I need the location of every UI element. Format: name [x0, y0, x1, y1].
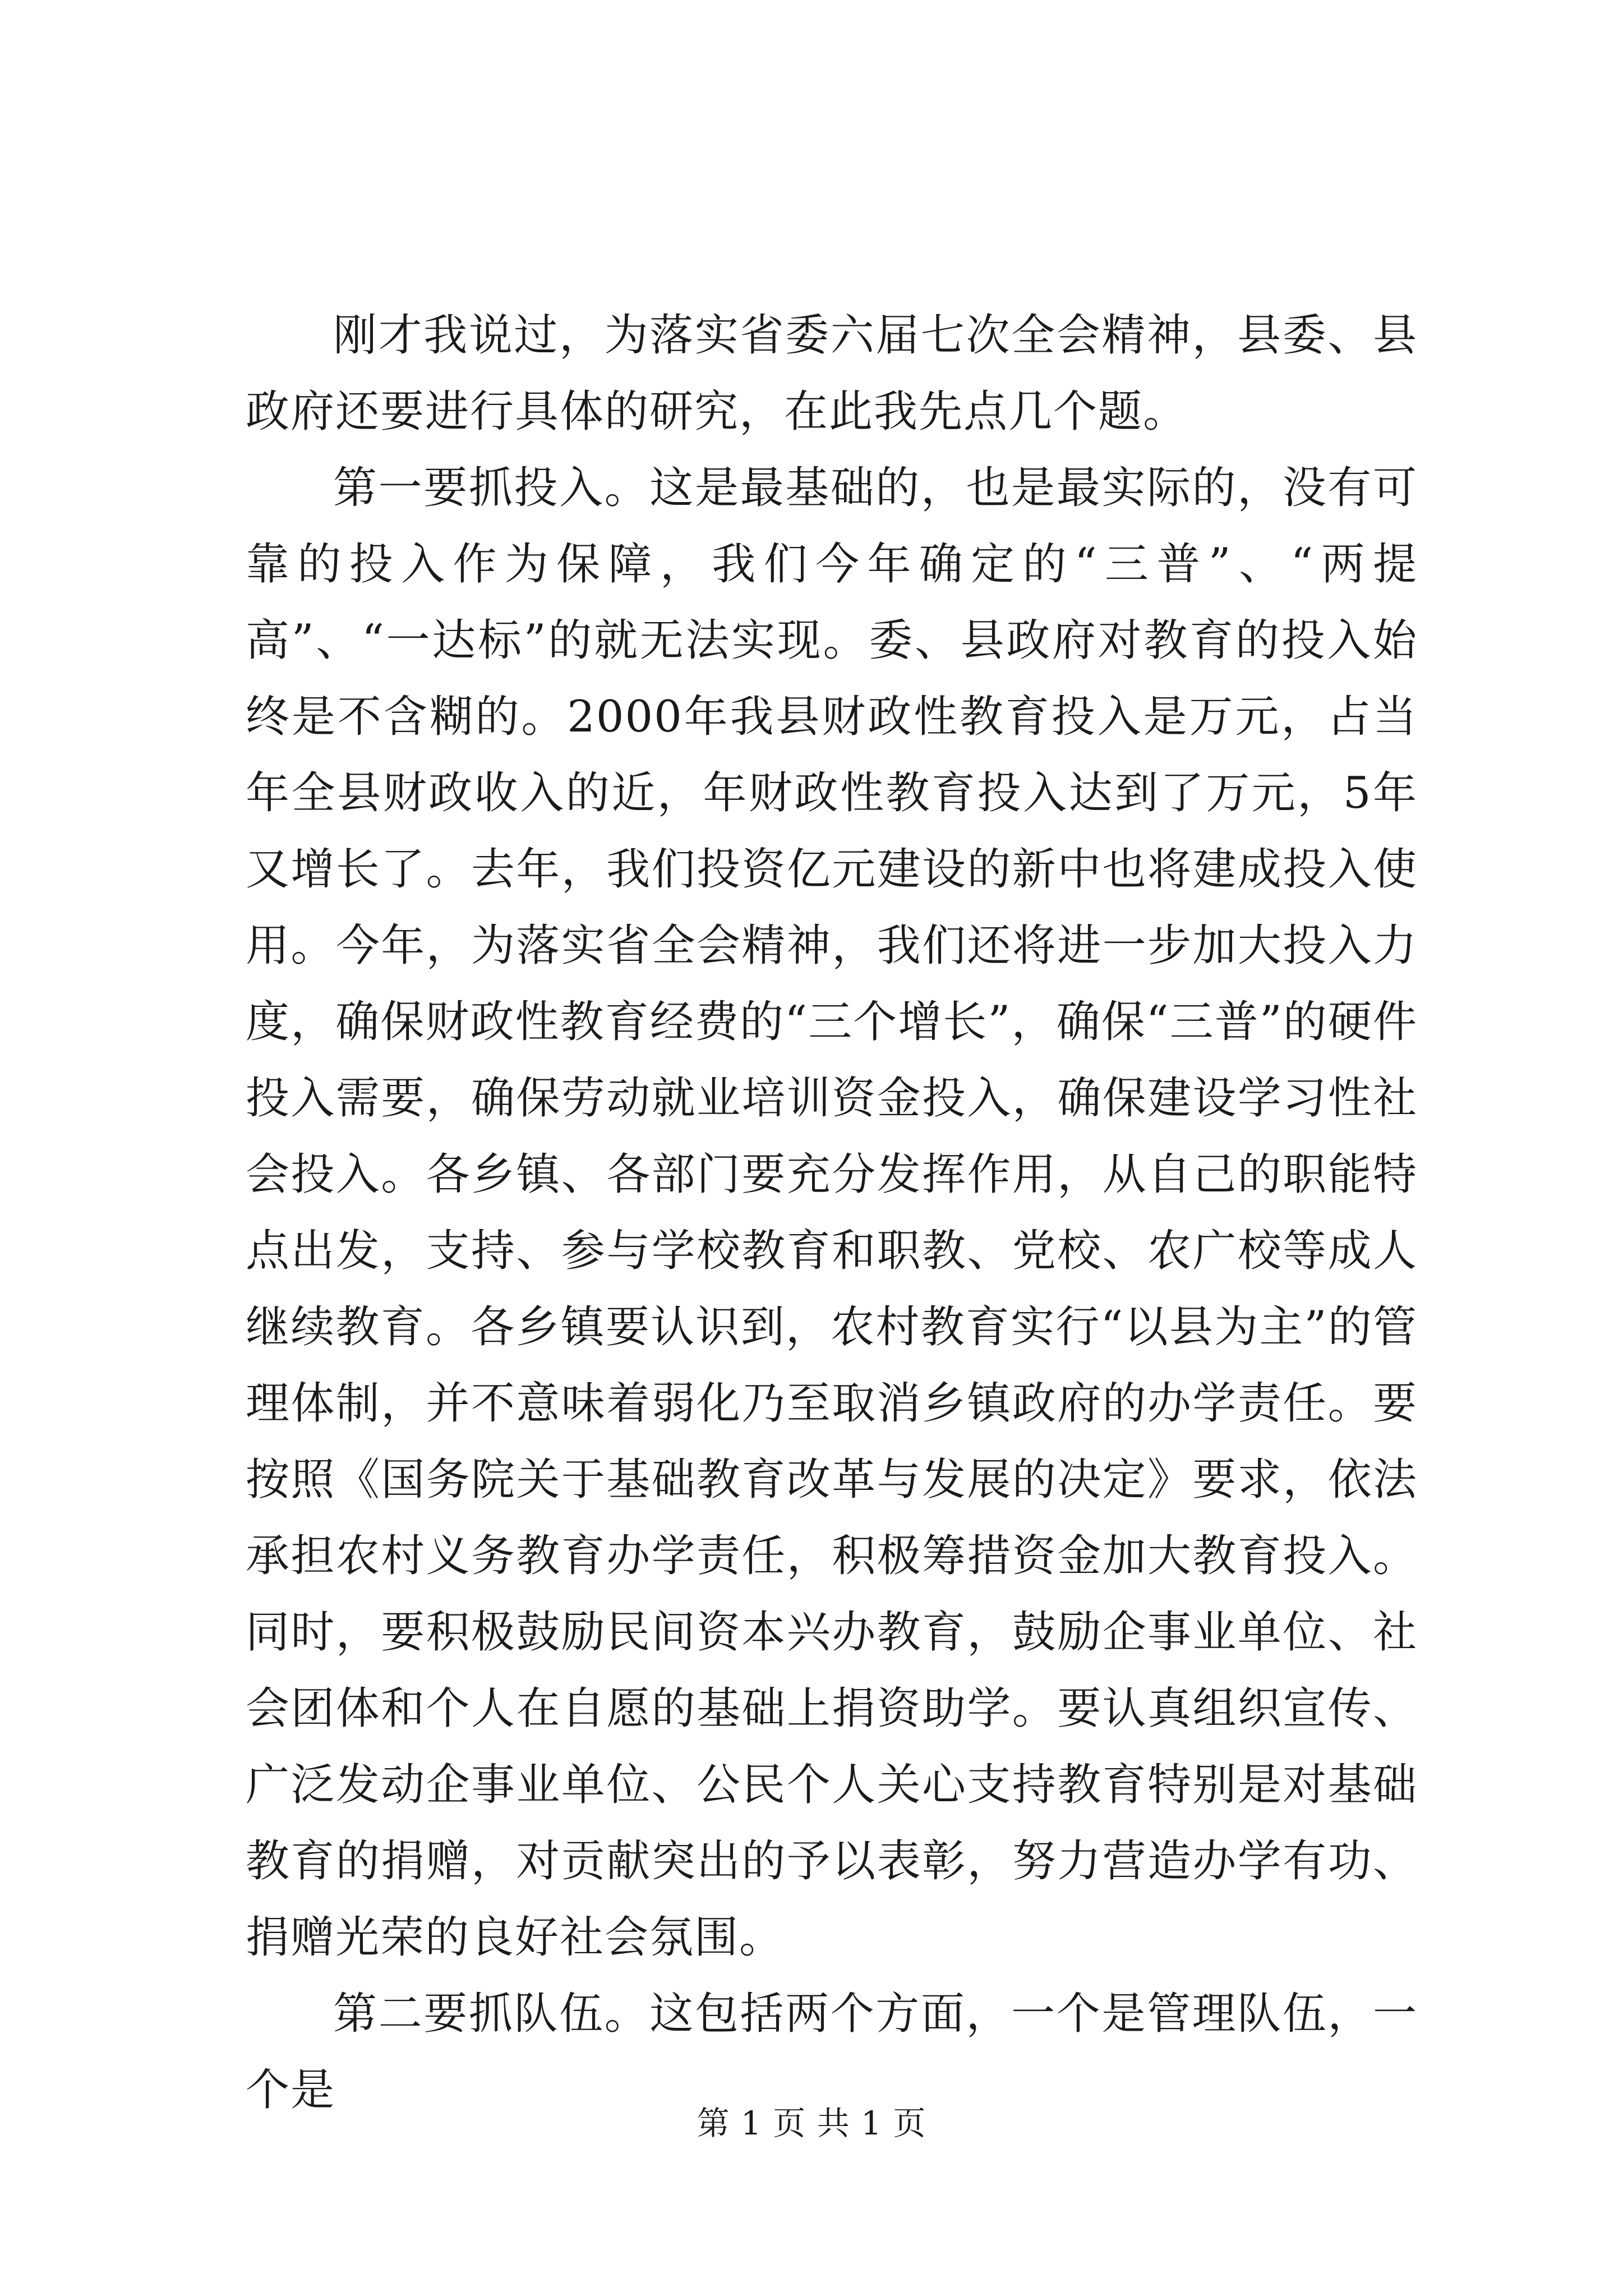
paragraph-investment: 第一要抓投入。这是最基础的，也是最实际的，没有可靠的投入作为保障，我们今年确定的“三普”、“两提高”、“一达标”的就无法实现。委、县政府对教育的投入始终是不含糊的。2000年我县财政性教育投入是万元，占当年全县财政收入的近，年财政性教育投入达到了万元，5年又增长了。去年，我们投资亿元建设的新中也将建成投入使用。今年，为落实省全会精神，我们还将进一步加大投入力度，确保财政性教育经费的“三个增长”，确保“三普”的硬件投入需要，确保劳动就业培训资金投入，确保建设学习性社会投入。各乡镇、各部门要充分发挥作用，从自己的职能特点出发，支持、参与学校教育和职教、党校、农广校等成人继续教育。各乡镇要认识到，农村教育实行“以县为主”的管理体制，并不意味着弱化乃至取消乡镇政府的办学责任。要按照《国务院关于基础教育改革与发展的决定》要求，依法承担农村义务教育办学责任，积极筹措资金加大教育投入。同时，要积极鼓励民间资本兴办教育，鼓励企事业单位、社会团体和个人在自愿的基础上捐资助学。要认真组织宣传、广泛发动企事业单位、公民个人关心支持教育特别是对基础教育的捐赠，对贡献突出的予以表彰，努力营造办学有功、捐赠光荣的良好社会氛围。 — [246, 463, 1418, 1963]
document-body — [246, 297, 1418, 2128]
page-footer: 第 1 页 共 1 页 — [697, 2104, 926, 2142]
paragraph-team: 第二要抓队伍。这包括两个方面，一个是管理队伍，一个是 — [246, 1989, 1418, 2115]
paragraph-intro: 刚才我说过，为落实省委六届七次全会精神，县委、县政府还要进行具体的研究，在此我先点几个题。 — [246, 310, 1418, 437]
